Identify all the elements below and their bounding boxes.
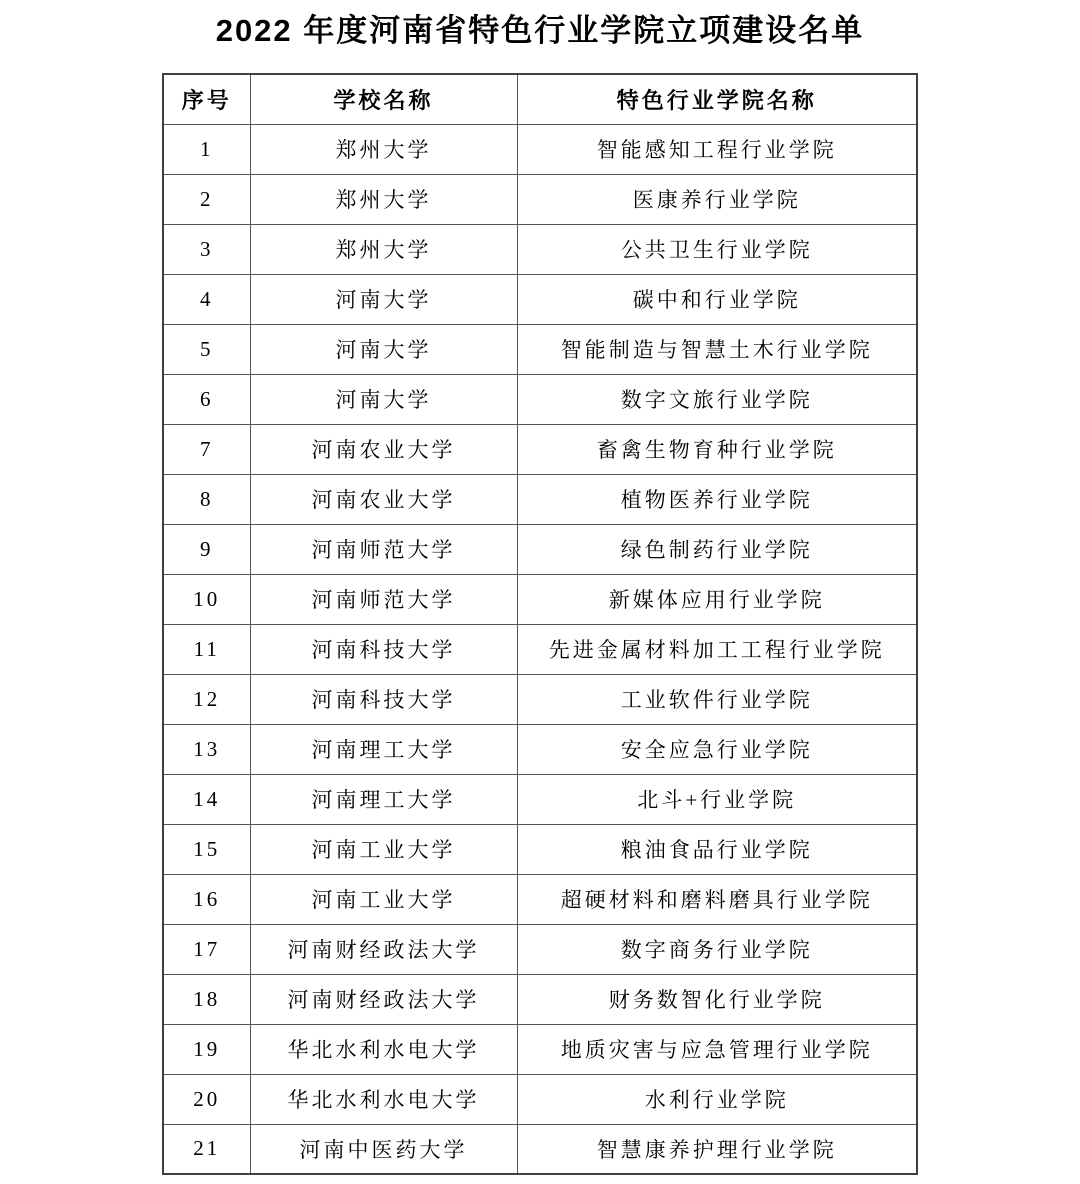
school-name-cell: 华北水利水电大学 xyxy=(250,1024,517,1074)
table-row xyxy=(163,1074,917,1124)
project-list-table xyxy=(162,73,918,1175)
school-name-cell: 河南理工大学 xyxy=(250,774,517,824)
college-name-cell: 工业软件行业学院 xyxy=(517,674,917,724)
college-name-cell: 新媒体应用行业学院 xyxy=(517,574,917,624)
row-number-cell: 20 xyxy=(163,1074,250,1124)
college-name-cell: 智能感知工程行业学院 xyxy=(517,124,917,174)
college-name-cell: 财务数智化行业学院 xyxy=(517,974,917,1024)
school-name-cell: 河南大学 xyxy=(250,274,517,324)
table-row xyxy=(163,224,917,274)
table-row xyxy=(163,424,917,474)
school-name-cell: 河南工业大学 xyxy=(250,874,517,924)
school-name-cell: 河南理工大学 xyxy=(250,724,517,774)
table-row xyxy=(163,274,917,324)
college-name-cell: 北斗+行业学院 xyxy=(517,774,917,824)
college-name-cell: 畜禽生物育种行业学院 xyxy=(517,424,917,474)
school-name-cell: 河南师范大学 xyxy=(250,574,517,624)
school-name-cell: 河南财经政法大学 xyxy=(250,924,517,974)
college-name-cell: 水利行业学院 xyxy=(517,1074,917,1124)
table-row xyxy=(163,774,917,824)
row-number-cell: 17 xyxy=(163,924,250,974)
row-number-cell: 8 xyxy=(163,474,250,524)
table-row xyxy=(163,1124,917,1174)
school-name-cell: 河南中医药大学 xyxy=(250,1124,517,1174)
row-number-cell: 6 xyxy=(163,374,250,424)
row-number-cell: 4 xyxy=(163,274,250,324)
college-name-cell: 先进金属材料加工工程行业学院 xyxy=(517,624,917,674)
college-name-cell: 数字商务行业学院 xyxy=(517,924,917,974)
document-title: 2022 年度河南省特色行业学院立项建设名单 xyxy=(215,13,865,48)
school-name-cell: 河南科技大学 xyxy=(250,674,517,724)
school-name-cell: 郑州大学 xyxy=(250,224,517,274)
school-name-cell: 河南财经政法大学 xyxy=(250,974,517,1024)
table-row xyxy=(163,524,917,574)
college-name-cell: 地质灾害与应急管理行业学院 xyxy=(517,1024,917,1074)
college-name-cell: 医康养行业学院 xyxy=(517,174,917,224)
college-name-cell: 数字文旅行业学院 xyxy=(517,374,917,424)
table-row xyxy=(163,174,917,224)
row-number-cell: 9 xyxy=(163,524,250,574)
header-cell-school: 学校名称 xyxy=(250,74,517,124)
row-number-cell: 7 xyxy=(163,424,250,474)
row-number-cell: 11 xyxy=(163,624,250,674)
table-row xyxy=(163,724,917,774)
school-name-cell: 华北水利水电大学 xyxy=(250,1074,517,1124)
school-name-cell: 河南农业大学 xyxy=(250,474,517,524)
school-name-cell: 河南大学 xyxy=(250,324,517,374)
row-number-cell: 21 xyxy=(163,1124,250,1174)
school-name-cell: 郑州大学 xyxy=(250,124,517,174)
college-name-cell: 智慧康养护理行业学院 xyxy=(517,1124,917,1174)
college-name-cell: 公共卫生行业学院 xyxy=(517,224,917,274)
college-name-cell: 绿色制药行业学院 xyxy=(517,524,917,574)
header-cell-index: 序号 xyxy=(163,74,250,124)
row-number-cell: 5 xyxy=(163,324,250,374)
table-row xyxy=(163,674,917,724)
table-body xyxy=(163,124,917,1174)
table-row xyxy=(163,574,917,624)
table-row xyxy=(163,824,917,874)
school-name-cell: 河南科技大学 xyxy=(250,624,517,674)
college-name-cell: 植物医养行业学院 xyxy=(517,474,917,524)
table-header xyxy=(163,74,917,124)
row-number-cell: 18 xyxy=(163,974,250,1024)
table-row xyxy=(163,974,917,1024)
table-row xyxy=(163,124,917,174)
row-number-cell: 1 xyxy=(163,124,250,174)
row-number-cell: 12 xyxy=(163,674,250,724)
school-name-cell: 郑州大学 xyxy=(250,174,517,224)
header-row xyxy=(163,74,917,124)
document-page xyxy=(0,12,1080,1184)
school-name-cell: 河南师范大学 xyxy=(250,524,517,574)
row-number-cell: 13 xyxy=(163,724,250,774)
table-row xyxy=(163,474,917,524)
school-name-cell: 河南大学 xyxy=(250,374,517,424)
table-row xyxy=(163,324,917,374)
row-number-cell: 14 xyxy=(163,774,250,824)
school-name-cell: 河南农业大学 xyxy=(250,424,517,474)
college-name-cell: 碳中和行业学院 xyxy=(517,274,917,324)
row-number-cell: 19 xyxy=(163,1024,250,1074)
row-number-cell: 15 xyxy=(163,824,250,874)
table-row xyxy=(163,924,917,974)
college-name-cell: 粮油食品行业学院 xyxy=(517,824,917,874)
row-number-cell: 10 xyxy=(163,574,250,624)
college-name-cell: 超硬材料和磨料磨具行业学院 xyxy=(517,874,917,924)
row-number-cell: 3 xyxy=(163,224,250,274)
row-number-cell: 2 xyxy=(163,174,250,224)
row-number-cell: 16 xyxy=(163,874,250,924)
table-row xyxy=(163,624,917,674)
header-cell-college: 特色行业学院名称 xyxy=(517,74,917,124)
table-row xyxy=(163,374,917,424)
table-row xyxy=(163,1024,917,1074)
college-name-cell: 安全应急行业学院 xyxy=(517,724,917,774)
table-row xyxy=(163,874,917,924)
school-name-cell: 河南工业大学 xyxy=(250,824,517,874)
college-name-cell: 智能制造与智慧土木行业学院 xyxy=(517,324,917,374)
